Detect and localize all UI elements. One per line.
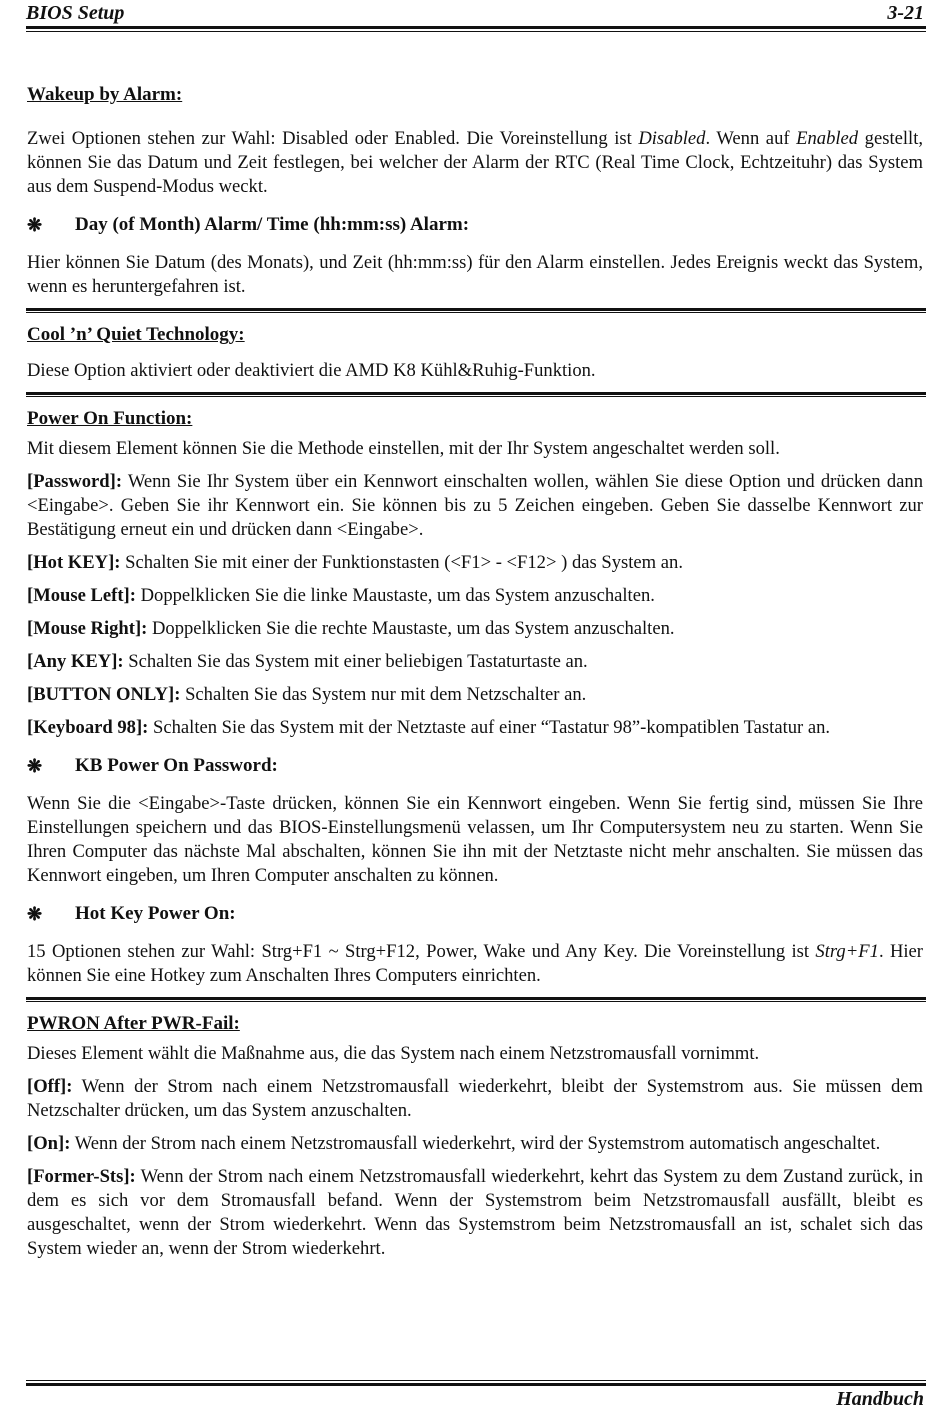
section-title: Cool ’n’ Quiet Technology:: [27, 324, 245, 345]
section-divider: [27, 308, 923, 313]
section-pwron-after-pwr-fail: [27, 1012, 923, 1261]
footer-title: Handbuch: [836, 1388, 924, 1410]
section-power-on-function: [27, 407, 923, 988]
subsection-heading: [27, 213, 923, 237]
subsection-title: Hot Key Power On:: [75, 903, 236, 924]
header-rule-thin: [26, 31, 926, 32]
option-mouse-left: [Mouse Left]: Doppelklicken Sie die linke Maustaste, um das System anzuschalten.: [27, 585, 655, 606]
bullet-icon: ❋: [27, 904, 43, 924]
subsection-title: Day (of Month) Alarm/ Time (hh:mm:ss) Alarm:: [75, 214, 470, 235]
section-divider: [27, 392, 923, 397]
option-password: [Password]: Wenn Sie Ihr System über ein Kennwort einschalten wollen, wählen Sie diese Option und drücken dann <Eingabe>. Geben Sie ihr Kennwort ein. Sie können bis zu 5 Zeichen eingeben. Geben Sie dasselbe Kennwort zur Bestätigung erneut ein und drücken dann <Eingabe>.: [27, 471, 923, 540]
option-former-sts: [Former-Sts]: Wenn der Strom nach einem Netzstromausfall wiederkehrt, kehrt das System zu dem Zustand zurück, in dem es sich vor dem Stromausfall befand. Wenn der Systemstrom beim Netzstromausfall ausfällt, bleibt es ausgeschaltet, wenn der Strom wiederkehrt. Wenn das Systemstrom beim Netzstromausfall an ist, schalet sich das System wieder an, wenn der Strom wiederkehrt.: [27, 1166, 923, 1259]
paragraph: Wenn Sie die <Eingabe>-Taste drücken, können Sie ein Kennwort eingeben. Wenn Sie fertig sind, müssen Sie Ihre Einstellungen speichern und das BIOS-Einstellungsmenü velassen, um Ihr Computersystem neu zu starten. Wenn Sie Ihren Computer das nächste Mal abschalten, können Sie ihn mit der Netztaste nicht mehr anschalten. Sie müssen das Kennwort eingeben, um Ihren Computer anschalten zu können.: [27, 793, 923, 886]
section-cool-n-quiet: [27, 323, 923, 383]
bullet-icon: ❋: [27, 756, 43, 776]
subsection-heading: [27, 902, 923, 926]
header-rule-thick: [26, 26, 926, 29]
section-title: Wakeup by Alarm:: [27, 84, 183, 105]
header-title: BIOS Setup: [26, 2, 125, 24]
paragraph: Diese Option aktiviert oder deaktiviert die AMD K8 Kühl&Ruhig-Funktion.: [27, 360, 596, 381]
footer-rule-thin: [26, 1380, 926, 1381]
subsection-title: KB Power On Password:: [75, 755, 278, 776]
footer-rule-thick: [26, 1383, 926, 1386]
section-divider: [27, 997, 923, 1002]
option-hot-key: [Hot KEY]: Schalten Sie mit einer der Funktionstasten (<F1> - <F12> ) das System an.: [27, 552, 683, 573]
paragraph: Zwei Optionen stehen zur Wahl: Disabled oder Enabled. Die Voreinstellung ist Disabled. Wenn auf Enabled gestellt, können Sie das Datum und Zeit festlegen, bei welcher der Alarm der RTC (Real Time Clock, Echtzeituhr) das System aus dem Suspend-Modus weckt.: [27, 128, 924, 197]
option-any-key: [Any KEY]: Schalten Sie das System mit einer beliebigen Tastaturtaste an.: [27, 651, 588, 672]
option-mouse-right: [Mouse Right]: Doppelklicken Sie die rechte Maustaste, um das System anzuschalten.: [27, 618, 675, 639]
page-header: [26, 0, 924, 24]
page-content: [27, 83, 923, 1270]
option-button-only: [BUTTON ONLY]: Schalten Sie das System nur mit dem Netzschalter an.: [27, 684, 587, 705]
option-keyboard-98: [Keyboard 98]: Schalten Sie das System mit der Netztaste auf einer “Tastatur 98”-kompatiblen Tastatur an.: [27, 717, 831, 738]
subsection-heading: [27, 754, 923, 778]
section-title: PWRON After PWR-Fail:: [27, 1013, 240, 1034]
section-wakeup-by-alarm: [27, 83, 923, 299]
bullet-icon: ❋: [27, 215, 43, 235]
paragraph: Mit diesem Element können Sie die Methode einstellen, mit der Ihr System angeschaltet werden soll.: [27, 438, 780, 459]
paragraph: Hier können Sie Datum (des Monats), und Zeit (hh:mm:ss) für den Alarm einstellen. Jedes Ereignis weckt das System, wenn es heruntergefahren ist.: [27, 252, 923, 297]
option-on: [On]: Wenn der Strom nach einem Netzstromausfall wiederkehrt, wird der Systemstrom automatisch angeschaltet.: [27, 1133, 881, 1154]
paragraph: 15 Optionen stehen zur Wahl: Strg+F1 ~ Strg+F12, Power, Wake und Any Key. Die Voreinstellung ist Strg+F1. Hier können Sie eine Hotkey zum Anschalten Ihres Computers einrichten.: [27, 941, 923, 986]
paragraph: Dieses Element wählt die Maßnahme aus, die das System nach einem Netzstromausfall vornimmt.: [27, 1043, 760, 1064]
option-off: [Off]: Wenn der Strom nach einem Netzstromausfall wiederkehrt, bleibt der Systemstrom aus. Sie müssen dem Netzschalter drücken, um das System anzuschalten.: [27, 1076, 923, 1121]
page-number: 3-21: [887, 2, 924, 24]
section-title: Power On Function:: [27, 408, 193, 429]
